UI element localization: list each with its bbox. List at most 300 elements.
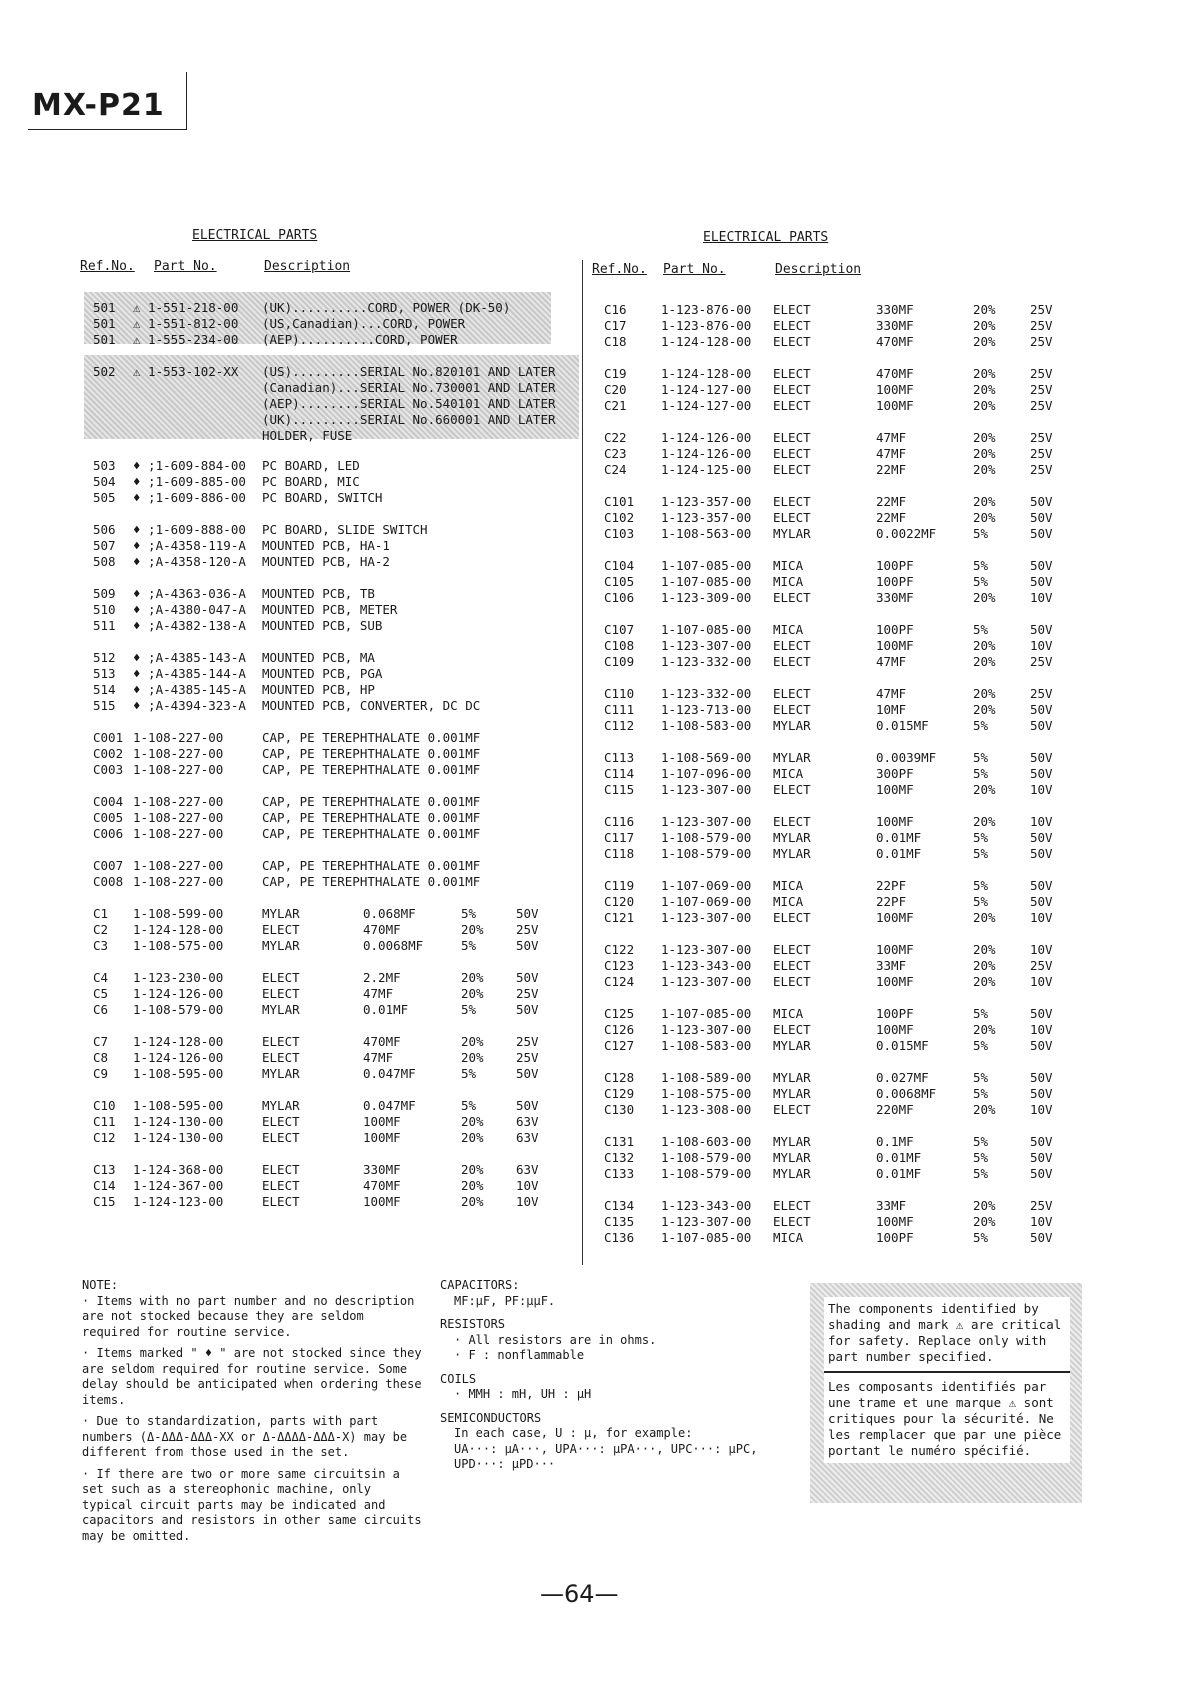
ref-number: C16 (604, 302, 627, 317)
part-number: 1-124-123-00 (133, 1194, 224, 1209)
notes-block (82, 1278, 422, 1550)
ref-number: C008 (93, 874, 124, 889)
part-value: 100PF (876, 622, 914, 637)
part-description: ELECT (773, 398, 811, 413)
part-voltage: 50V (1030, 1038, 1053, 1053)
part-description: ELECT (773, 942, 811, 957)
part-number: 1-123-332-00 (661, 654, 752, 669)
legend-title: SEMICONDUCTORS (440, 1410, 542, 1425)
ref-number: C8 (93, 1050, 109, 1065)
part-tolerance: 5% (973, 1166, 989, 1181)
part-description: MICA (773, 894, 804, 909)
part-number: 1-123-307-00 (661, 1022, 752, 1037)
part-voltage: 50V (516, 970, 539, 985)
part-voltage: 50V (1030, 574, 1053, 589)
part-description: ELECT (773, 1102, 811, 1117)
part-voltage: 50V (1030, 1006, 1053, 1021)
part-voltage: 50V (1030, 1150, 1053, 1165)
part-description: CAP, PE TEREPHTHALATE 0.001MF (262, 746, 481, 761)
ref-number: C110 (604, 686, 635, 701)
part-value: 0.01MF (363, 1002, 409, 1017)
left-section-title: ELECTRICAL PARTS (192, 228, 318, 243)
part-tolerance: 5% (973, 1134, 989, 1149)
part-value: 47MF (876, 654, 907, 669)
part-number: 1-123-876-00 (661, 318, 752, 333)
part-number: 1-123-307-00 (661, 638, 752, 653)
part-value: 22PF (876, 878, 907, 893)
part-value: 100MF (876, 1022, 914, 1037)
part-voltage: 50V (1030, 558, 1053, 573)
part-voltage: 10V (516, 1178, 539, 1193)
part-number: ⚠ 1-551-218-00 (133, 300, 239, 315)
part-description: MICA (773, 622, 804, 637)
ref-number: 504 (93, 474, 116, 489)
part-number: 1-107-069-00 (661, 878, 752, 893)
ref-number: C104 (604, 558, 635, 573)
ref-number: C122 (604, 942, 635, 957)
part-description: ELECT (262, 1114, 300, 1129)
ref-number: C005 (93, 810, 124, 825)
part-number: ⚠ 1-555-234-00 (133, 332, 239, 347)
ref-number: C5 (93, 986, 109, 1001)
ref-number: C115 (604, 782, 635, 797)
part-tolerance: 20% (973, 462, 996, 477)
part-description: ELECT (262, 986, 300, 1001)
part-value: 47MF (876, 430, 907, 445)
ref-number: C127 (604, 1038, 635, 1053)
part-number: ♦ ;1-609-885-00 (133, 474, 246, 489)
part-tolerance: 20% (973, 590, 996, 605)
part-number: 1-123-307-00 (661, 974, 752, 989)
part-value: 330MF (363, 1162, 401, 1177)
part-description: ELECT (773, 366, 811, 381)
legend-line: · F : nonflammable (454, 1348, 585, 1362)
part-tolerance: 20% (461, 1162, 484, 1177)
part-voltage: 50V (1030, 702, 1053, 717)
part-description: ELECT (773, 446, 811, 461)
legend-line: UA···: μA···, UPA···: μPA···, UPC···: μPC, (454, 1441, 758, 1456)
notes-title: NOTE: (82, 1278, 119, 1292)
part-voltage: 50V (516, 938, 539, 953)
notes-items (82, 1294, 422, 1545)
part-tolerance: 20% (973, 686, 996, 701)
part-description: CAP, PE TEREPHTHALATE 0.001MF (262, 858, 481, 873)
part-number: 1-123-876-00 (661, 302, 752, 317)
part-number: ♦ ;A-4358-120-A (133, 554, 246, 569)
ref-number: 514 (93, 682, 116, 697)
ref-number: C108 (604, 638, 635, 653)
part-number: 1-124-127-00 (661, 382, 752, 397)
part-number: 1-123-307-00 (661, 910, 752, 925)
part-value: 100MF (363, 1130, 401, 1145)
ref-number: C22 (604, 430, 627, 445)
ref-number: C136 (604, 1230, 635, 1245)
ref-number: 501 (93, 332, 116, 347)
part-number: 1-124-125-00 (661, 462, 752, 477)
part-description: ELECT (773, 382, 811, 397)
part-tolerance: 20% (973, 334, 996, 349)
part-value: 0.027MF (876, 1070, 929, 1085)
ref-number: 515 (93, 698, 116, 713)
ref-number: 513 (93, 666, 116, 681)
ref-number: C003 (93, 762, 124, 777)
part-number: 1-123-307-00 (661, 1214, 752, 1229)
part-tolerance: 5% (461, 906, 477, 921)
part-tolerance: 5% (973, 1086, 989, 1101)
part-tolerance: 20% (461, 970, 484, 985)
part-number: ♦ ;A-4385-143-A (133, 650, 246, 665)
part-number: 1-108-569-00 (661, 750, 752, 765)
ref-number: 510 (93, 602, 116, 617)
part-voltage: 63V (516, 1130, 539, 1145)
part-description: MYLAR (773, 526, 811, 541)
part-description: ELECT (262, 1194, 300, 1209)
part-value: 100MF (876, 910, 914, 925)
ref-number: C126 (604, 1022, 635, 1037)
part-tolerance: 20% (973, 446, 996, 461)
part-description: CAP, PE TEREPHTHALATE 0.001MF (262, 762, 481, 777)
part-tolerance: 5% (973, 750, 989, 765)
note-item: · Due to standardization, parts with part numbers (Δ-ΔΔΔ-ΔΔΔ-XX or Δ-ΔΔΔΔ-ΔΔΔ-X) may be different from those used in the set. (82, 1414, 408, 1459)
part-number: 1-124-368-00 (133, 1162, 224, 1177)
safety-notice-panel (824, 1297, 1070, 1463)
ref-number: C001 (93, 730, 124, 745)
part-number: 1-108-227-00 (133, 794, 224, 809)
part-description: ELECT (773, 590, 811, 605)
part-number: ♦ ;A-4382-138-A (133, 618, 246, 633)
column-divider (582, 260, 583, 1265)
part-description: ELECT (773, 974, 811, 989)
part-number: 1-108-227-00 (133, 810, 224, 825)
ref-number: C121 (604, 910, 635, 925)
part-value: 220MF (876, 1102, 914, 1117)
part-number: 1-107-085-00 (661, 622, 752, 637)
part-voltage: 25V (1030, 654, 1053, 669)
ref-number: 501 (93, 316, 116, 331)
part-number: 1-108-595-00 (133, 1098, 224, 1113)
ref-number: C20 (604, 382, 627, 397)
part-voltage: 50V (516, 1066, 539, 1081)
part-value: 470MF (876, 334, 914, 349)
ref-number: C11 (93, 1114, 116, 1129)
part-value: 100MF (876, 638, 914, 653)
model-title: MX-P21 (32, 88, 165, 123)
part-description: MYLAR (773, 750, 811, 765)
part-description: MYLAR (262, 1066, 300, 1081)
part-voltage: 25V (516, 986, 539, 1001)
part-tolerance: 20% (461, 1034, 484, 1049)
part-number: 1-124-128-00 (133, 1034, 224, 1049)
part-voltage: 25V (1030, 462, 1053, 477)
part-number: 1-124-127-00 (661, 398, 752, 413)
part-voltage: 25V (1030, 398, 1053, 413)
part-voltage: 50V (1030, 1230, 1053, 1245)
ref-number: C124 (604, 974, 635, 989)
ref-number: C2 (93, 922, 109, 937)
part-tolerance: 20% (973, 910, 996, 925)
part-description: ELECT (773, 702, 811, 717)
part-value: 0.01MF (876, 1150, 922, 1165)
part-number: 1-108-595-00 (133, 1066, 224, 1081)
part-voltage: 50V (1030, 766, 1053, 781)
part-number: 1-108-603-00 (661, 1134, 752, 1149)
part-value: 0.1MF (876, 1134, 914, 1149)
part-voltage: 10V (1030, 974, 1053, 989)
part-number: 1-123-307-00 (661, 814, 752, 829)
part-value: 0.0022MF (876, 526, 937, 541)
part-number: ⚠ 1-551-812-00 (133, 316, 239, 331)
part-description: MYLAR (262, 906, 300, 921)
part-value: 22PF (876, 894, 907, 909)
part-tolerance: 20% (973, 318, 996, 333)
part-voltage: 50V (516, 906, 539, 921)
part-number: 1-108-579-00 (661, 1150, 752, 1165)
part-description: MYLAR (773, 1070, 811, 1085)
ref-number: 503 (93, 458, 116, 473)
part-description: (AEP)..........CORD, POWER (262, 332, 458, 347)
part-description: ELECT (773, 334, 811, 349)
legend-title: COILS (440, 1371, 477, 1386)
ref-number: C17 (604, 318, 627, 333)
title-rule-vertical (186, 72, 187, 130)
part-voltage: 50V (1030, 878, 1053, 893)
part-description: ELECT (773, 462, 811, 477)
part-description: ELECT (262, 1034, 300, 1049)
ref-number: C12 (93, 1130, 116, 1145)
part-description: ELECT (262, 1130, 300, 1145)
part-description: ELECT (773, 638, 811, 653)
ref-number: C24 (604, 462, 627, 477)
part-tolerance: 20% (973, 654, 996, 669)
part-number: 1-123-308-00 (661, 1102, 752, 1117)
part-number: 1-107-096-00 (661, 766, 752, 781)
part-description: PC BOARD, SWITCH (262, 490, 383, 505)
legend-items (440, 1278, 800, 1473)
part-number: ♦ ;1-609-888-00 (133, 522, 246, 537)
part-number: ♦ ;A-4385-144-A (133, 666, 246, 681)
part-description: ELECT (773, 1198, 811, 1213)
part-value: 100MF (876, 1214, 914, 1229)
part-value: 0.01MF (876, 846, 922, 861)
legend-line: · All resistors are in ohms. (454, 1332, 657, 1347)
part-tolerance: 5% (461, 1066, 477, 1081)
legend-line: In each case, U : μ, for example: (454, 1426, 693, 1440)
part-value: 10MF (876, 702, 907, 717)
safety-notice (810, 1283, 1082, 1503)
part-voltage: 10V (1030, 814, 1053, 829)
left-header-desc: Description (264, 259, 351, 274)
part-tolerance: 20% (973, 974, 996, 989)
part-number: ♦ ;1-609-884-00 (133, 458, 246, 473)
part-tolerance: 5% (973, 1230, 989, 1245)
part-voltage: 25V (1030, 302, 1053, 317)
part-voltage: 50V (1030, 1166, 1053, 1181)
part-value: 0.047MF (363, 1066, 416, 1081)
part-tolerance: 20% (973, 814, 996, 829)
part-value: 47MF (363, 1050, 394, 1065)
part-tolerance: 20% (461, 986, 484, 1001)
part-number: 1-108-227-00 (133, 730, 224, 745)
part-description: PC BOARD, SLIDE SWITCH (262, 522, 428, 537)
ref-number: C6 (93, 1002, 109, 1017)
ref-number: C101 (604, 494, 635, 509)
part-voltage: 25V (1030, 334, 1053, 349)
part-tolerance: 5% (973, 558, 989, 573)
part-value: 22MF (876, 462, 907, 477)
ref-number: C129 (604, 1086, 635, 1101)
part-voltage: 25V (1030, 686, 1053, 701)
part-tolerance: 20% (973, 1102, 996, 1117)
part-number: ♦ ;1-609-886-00 (133, 490, 246, 505)
ref-number: C102 (604, 510, 635, 525)
part-number: 1-123-230-00 (133, 970, 224, 985)
part-description: ELECT (773, 494, 811, 509)
part-tolerance: 20% (461, 1194, 484, 1209)
part-number: 1-123-357-00 (661, 510, 752, 525)
part-tolerance: 20% (973, 702, 996, 717)
part-tolerance: 20% (461, 1130, 484, 1145)
part-value: 100MF (876, 974, 914, 989)
part-number: ⚠ 1-553-102-XX (133, 364, 239, 379)
part-tolerance: 5% (461, 1098, 477, 1113)
part-voltage: 25V (516, 922, 539, 937)
legend-line: UPD···: μPD··· (454, 1457, 556, 1471)
part-description: ELECT (773, 302, 811, 317)
part-tolerance: 20% (973, 510, 996, 525)
ref-number: 501 (93, 300, 116, 315)
part-voltage: 50V (1030, 1070, 1053, 1085)
part-number: 1-108-227-00 (133, 762, 224, 777)
part-description: ELECT (773, 686, 811, 701)
part-description: ELECT (262, 1162, 300, 1177)
part-tolerance: 20% (973, 398, 996, 413)
title-rule-horizontal (28, 129, 187, 130)
ref-number: C106 (604, 590, 635, 605)
ref-number: C132 (604, 1150, 635, 1165)
right-header-desc: Description (775, 262, 862, 277)
part-tolerance: 20% (973, 1214, 996, 1229)
part-value: 100PF (876, 1230, 914, 1245)
part-value: 0.047MF (363, 1098, 416, 1113)
part-voltage: 50V (1030, 1134, 1053, 1149)
part-number: ♦ ;A-4385-145-A (133, 682, 246, 697)
part-number: 1-124-126-00 (661, 430, 752, 445)
part-voltage: 25V (1030, 446, 1053, 461)
part-description: MYLAR (262, 1002, 300, 1017)
part-voltage: 25V (1030, 1198, 1053, 1213)
part-description: MYLAR (773, 1134, 811, 1149)
safety-french: Les composants identifiés par une trame et une marque ⚠ sont critiques pour la sécurité. Ne les remplacer que par une pièce portant le numéro spécifié. (824, 1371, 1070, 1463)
part-voltage: 25V (1030, 366, 1053, 381)
part-description: MOUNTED PCB, CONVERTER, DC DC (262, 698, 481, 713)
part-number: 1-108-227-00 (133, 746, 224, 761)
part-number: 1-108-563-00 (661, 526, 752, 541)
part-tolerance: 20% (973, 302, 996, 317)
part-description: CAP, PE TEREPHTHALATE 0.001MF (262, 826, 481, 841)
part-description: MYLAR (773, 1038, 811, 1053)
part-value: 100MF (363, 1194, 401, 1209)
part-value: 2.2MF (363, 970, 401, 985)
part-tolerance: 5% (973, 1150, 989, 1165)
part-tolerance: 20% (973, 638, 996, 653)
part-description: ELECT (262, 1050, 300, 1065)
part-number: 1-124-130-00 (133, 1114, 224, 1129)
part-tolerance: 5% (461, 1002, 477, 1017)
part-tolerance: 5% (461, 938, 477, 953)
part-voltage: 10V (1030, 590, 1053, 605)
part-description: MOUNTED PCB, METER (262, 602, 398, 617)
part-description: PC BOARD, LED (262, 458, 360, 473)
part-value: 100MF (876, 814, 914, 829)
part-voltage: 50V (1030, 830, 1053, 845)
part-value: 0.0039MF (876, 750, 937, 765)
part-value: 0.015MF (876, 1038, 929, 1053)
left-header-part: Part No. (154, 259, 217, 274)
part-tolerance: 5% (973, 830, 989, 845)
legend-title: CAPACITORS: (440, 1278, 520, 1292)
part-value: 0.0068MF (363, 938, 424, 953)
part-description: PC BOARD, MIC (262, 474, 360, 489)
part-number: 1-123-307-00 (661, 782, 752, 797)
part-tolerance: 20% (973, 494, 996, 509)
part-tolerance: 20% (973, 382, 996, 397)
part-value: 47MF (876, 446, 907, 461)
part-voltage: 10V (1030, 910, 1053, 925)
part-tolerance: 5% (973, 1070, 989, 1085)
left-header-ref: Ref.No. (80, 259, 135, 274)
part-description: (UK).........SERIAL No.660001 AND LATER (262, 412, 556, 427)
part-description: HOLDER, FUSE (262, 428, 353, 443)
part-value: 330MF (876, 590, 914, 605)
part-number: 1-123-357-00 (661, 494, 752, 509)
part-voltage: 50V (1030, 894, 1053, 909)
part-voltage: 50V (1030, 846, 1053, 861)
part-tolerance: 5% (973, 894, 989, 909)
part-number: 1-123-343-00 (661, 958, 752, 973)
ref-number: 502 (93, 364, 116, 379)
ref-number: C131 (604, 1134, 635, 1149)
part-number: 1-108-599-00 (133, 906, 224, 921)
part-description: ELECT (773, 958, 811, 973)
part-description: ELECT (773, 910, 811, 925)
part-value: 100MF (876, 782, 914, 797)
part-voltage: 50V (1030, 622, 1053, 637)
ref-number: C125 (604, 1006, 635, 1021)
ref-number: C118 (604, 846, 635, 861)
part-value: 22MF (876, 510, 907, 525)
part-number: 1-108-583-00 (661, 1038, 752, 1053)
part-number: 1-108-575-00 (661, 1086, 752, 1101)
part-description: MICA (773, 558, 804, 573)
ref-number: C13 (93, 1162, 116, 1177)
part-tolerance: 20% (973, 430, 996, 445)
ref-number: C112 (604, 718, 635, 733)
ref-number: C116 (604, 814, 635, 829)
ref-number: C130 (604, 1102, 635, 1117)
ref-number: C113 (604, 750, 635, 765)
part-voltage: 25V (1030, 318, 1053, 333)
note-item: · Items with no part number and no description are not stocked because they are seldom required for routine service. (82, 1293, 415, 1339)
ref-number: 505 (93, 490, 116, 505)
part-voltage: 25V (1030, 382, 1053, 397)
part-number: 1-108-227-00 (133, 858, 224, 873)
ref-number: C114 (604, 766, 635, 781)
part-number: 1-123-343-00 (661, 1198, 752, 1213)
part-value: 300PF (876, 766, 914, 781)
part-description: CAP, PE TEREPHTHALATE 0.001MF (262, 794, 481, 809)
part-number: 1-107-085-00 (661, 574, 752, 589)
part-voltage: 50V (1030, 526, 1053, 541)
